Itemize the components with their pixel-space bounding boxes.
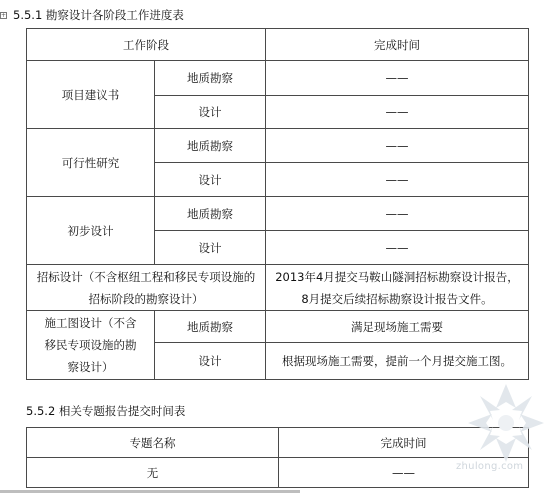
substage-design: 设计 bbox=[155, 163, 266, 197]
table-row bbox=[27, 311, 529, 343]
report-name-cell: 无 bbox=[27, 458, 279, 488]
table-row bbox=[27, 458, 529, 488]
progress-schedule-table bbox=[26, 28, 529, 380]
table1-caption: 5.5.1 勘察设计各阶段工作进度表 bbox=[13, 8, 184, 22]
table2-caption: 5.5.2 相关专题报告提交时间表 bbox=[26, 404, 186, 418]
report-schedule-table bbox=[26, 427, 529, 488]
bidding-time-line1: 2013年4月提交马鞍山隧洞招标勘察设计报告， bbox=[275, 269, 519, 284]
stage-project-proposal: 项目建议书 bbox=[27, 61, 155, 129]
time-cell-bidding bbox=[266, 265, 529, 311]
substage-design: 设计 bbox=[155, 231, 266, 265]
time-cell: —— bbox=[266, 231, 529, 265]
table-header-row bbox=[27, 428, 529, 458]
header-time: 完成时间 bbox=[266, 29, 529, 61]
cropped-text-line bbox=[0, 487, 300, 494]
substage-geo: 地质勘察 bbox=[155, 61, 266, 96]
table-row bbox=[27, 61, 529, 96]
header-name: 专题名称 bbox=[27, 428, 279, 458]
table-row bbox=[27, 265, 529, 311]
substage-geo: 地质勘察 bbox=[155, 129, 266, 163]
stage-bidding-line2: 招标阶段的勘察设计） bbox=[88, 291, 204, 306]
time-cell: —— bbox=[266, 129, 529, 163]
header-time: 完成时间 bbox=[279, 428, 529, 458]
time-cell: —— bbox=[266, 163, 529, 197]
substage-geo: 地质勘察 bbox=[155, 311, 266, 343]
table-row bbox=[27, 197, 529, 231]
watermark-text: zhulong.com bbox=[456, 461, 524, 472]
table-header-row bbox=[27, 29, 529, 61]
table-move-handle[interactable]: + bbox=[1, 12, 7, 19]
time-cell: —— bbox=[266, 96, 529, 129]
stage-construction-line1: 施工图设计（不含 bbox=[44, 316, 137, 330]
header-stage: 工作阶段 bbox=[27, 29, 266, 61]
stage-preliminary: 初步设计 bbox=[27, 197, 155, 265]
report-time-cell: —— bbox=[279, 458, 529, 488]
time-cell: 根据现场施工需要，提前一个月提交施工图。 bbox=[266, 343, 529, 380]
time-cell: —— bbox=[266, 197, 529, 231]
substage-design: 设计 bbox=[155, 96, 266, 129]
stage-construction-line2: 移民专项设施的勘 bbox=[44, 338, 137, 352]
time-cell: —— bbox=[266, 61, 529, 96]
substage-geo: 地质勘察 bbox=[155, 197, 266, 231]
substage-design: 设计 bbox=[155, 343, 266, 380]
stage-feasibility: 可行性研究 bbox=[27, 129, 155, 197]
time-cell: 满足现场施工需要 bbox=[266, 311, 529, 343]
stage-construction bbox=[27, 311, 155, 380]
bidding-time-line2: 8月提交后续招标勘察设计报告文件。 bbox=[301, 291, 493, 306]
stage-bidding bbox=[27, 265, 266, 311]
watermark-logo-icon bbox=[460, 378, 552, 474]
stage-construction-line3: 察设计） bbox=[67, 360, 114, 374]
stage-bidding-line1: 招标设计（不含枢纽工程和移民专项设施的 bbox=[36, 269, 256, 284]
table-row bbox=[27, 129, 529, 163]
